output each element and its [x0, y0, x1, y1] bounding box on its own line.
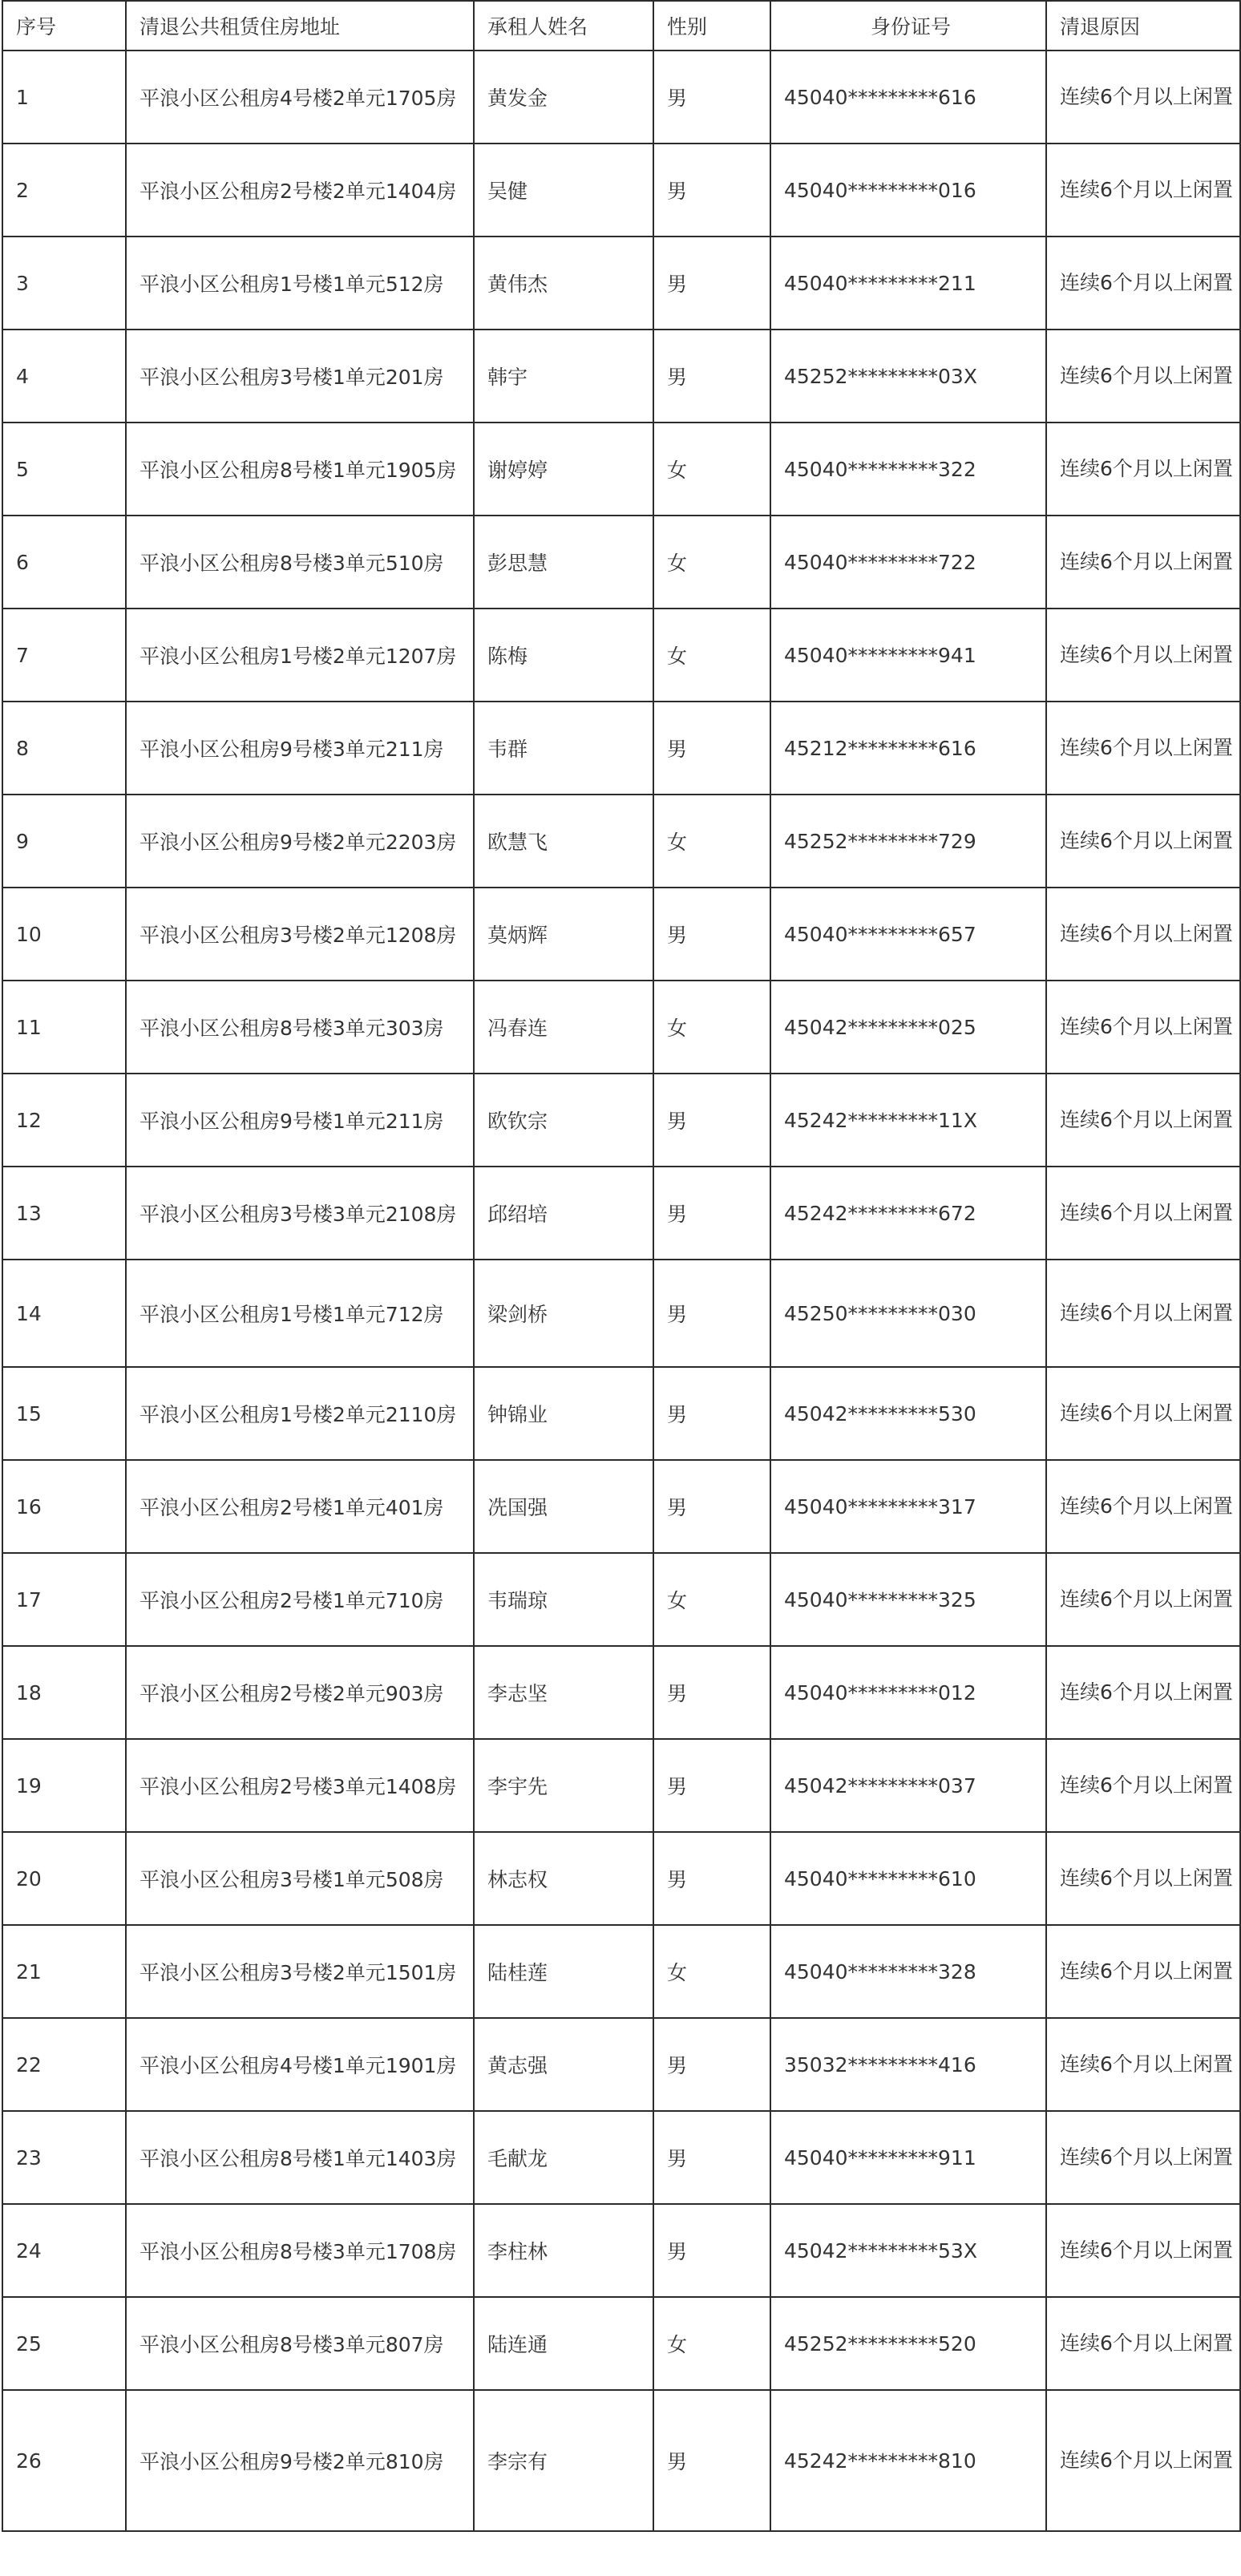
row-number: 19: [2, 1739, 126, 1832]
tenant-name-cell: 谢婷婷: [474, 423, 653, 516]
address-cell: 平浪小区公租房8号楼3单元807房: [126, 2297, 474, 2390]
table-row: [2, 237, 1240, 330]
address-cell: 平浪小区公租房8号楼3单元1708房: [126, 2204, 474, 2297]
gender-cell: 女: [653, 981, 770, 1074]
tenant-name-cell: 冼国强: [474, 1460, 653, 1553]
reason-cell: 连续6个月以上闲置: [1046, 1553, 1240, 1646]
row-number: 26: [2, 2390, 126, 2531]
reason-cell: 连续6个月以上闲置: [1046, 423, 1240, 516]
row-number: 1: [2, 51, 126, 144]
id-number-cell: 45040*********325: [770, 1553, 1046, 1646]
reason-cell: 连续6个月以上闲置: [1046, 1832, 1240, 1925]
table-row: [2, 1832, 1240, 1925]
row-number: 8: [2, 702, 126, 795]
row-number: 16: [2, 1460, 126, 1553]
id-number-cell: 45212*********616: [770, 702, 1046, 795]
address-cell: 平浪小区公租房1号楼2单元1207房: [126, 609, 474, 702]
row-number: 22: [2, 2018, 126, 2111]
reason-cell: 连续6个月以上闲置: [1046, 1646, 1240, 1739]
id-number-cell: 45252*********729: [770, 795, 1046, 888]
tenant-name-cell: 欧慧飞: [474, 795, 653, 888]
tenant-name-cell: 吴健: [474, 144, 653, 237]
id-number-cell: 45242*********810: [770, 2390, 1046, 2531]
header-reason: 清退原因: [1046, 1, 1240, 51]
header-gender: 性别: [653, 1, 770, 51]
table-row: [2, 888, 1240, 981]
reason-cell: 连续6个月以上闲置: [1046, 330, 1240, 423]
reason-cell: 连续6个月以上闲置: [1046, 1739, 1240, 1832]
row-number: 15: [2, 1367, 126, 1460]
id-number-cell: 45040*********911: [770, 2111, 1046, 2204]
tenant-name-cell: 莫炳辉: [474, 888, 653, 981]
row-number: 17: [2, 1553, 126, 1646]
tenant-name-cell: 黄发金: [474, 51, 653, 144]
gender-cell: 男: [653, 1167, 770, 1260]
tenant-name-cell: 陈梅: [474, 609, 653, 702]
address-cell: 平浪小区公租房3号楼3单元2108房: [126, 1167, 474, 1260]
id-number-cell: 45040*********722: [770, 516, 1046, 609]
reason-cell: 连续6个月以上闲置: [1046, 609, 1240, 702]
tenant-name-cell: 李宇先: [474, 1739, 653, 1832]
tenant-name-cell: 毛献龙: [474, 2111, 653, 2204]
id-number-cell: 45040*********322: [770, 423, 1046, 516]
row-number: 10: [2, 888, 126, 981]
tenant-name-cell: 欧钦宗: [474, 1074, 653, 1167]
id-number-cell: 45040*********657: [770, 888, 1046, 981]
table-row: [2, 1260, 1240, 1367]
tenant-name-cell: 陆桂莲: [474, 1925, 653, 2018]
id-number-cell: 45042*********53X: [770, 2204, 1046, 2297]
address-cell: 平浪小区公租房2号楼3单元1408房: [126, 1739, 474, 1832]
address-cell: 平浪小区公租房8号楼3单元303房: [126, 981, 474, 1074]
id-number-cell: 45040*********616: [770, 51, 1046, 144]
id-number-cell: 45252*********03X: [770, 330, 1046, 423]
reason-cell: 连续6个月以上闲置: [1046, 2111, 1240, 2204]
tenant-name-cell: 彭思慧: [474, 516, 653, 609]
table-row: [2, 516, 1240, 609]
header-id-number: 身份证号: [770, 1, 1046, 51]
reason-cell: 连续6个月以上闲置: [1046, 2297, 1240, 2390]
tenant-name-cell: 黄伟杰: [474, 237, 653, 330]
eviction-table: [2, 0, 1241, 2532]
gender-cell: 女: [653, 795, 770, 888]
id-number-cell: 45040*********211: [770, 237, 1046, 330]
address-cell: 平浪小区公租房3号楼2单元1501房: [126, 1925, 474, 2018]
row-number: 6: [2, 516, 126, 609]
table-row: [2, 51, 1240, 144]
gender-cell: 男: [653, 237, 770, 330]
gender-cell: 男: [653, 702, 770, 795]
row-number: 14: [2, 1260, 126, 1367]
id-number-cell: 35032*********416: [770, 2018, 1046, 2111]
address-cell: 平浪小区公租房9号楼2单元2203房: [126, 795, 474, 888]
table-body: [2, 51, 1240, 2531]
gender-cell: 男: [653, 51, 770, 144]
gender-cell: 女: [653, 1925, 770, 2018]
gender-cell: 女: [653, 1553, 770, 1646]
header-address: 清退公共租赁住房地址: [126, 1, 474, 51]
table-row: [2, 2111, 1240, 2204]
address-cell: 平浪小区公租房8号楼1单元1403房: [126, 2111, 474, 2204]
address-cell: 平浪小区公租房2号楼1单元401房: [126, 1460, 474, 1553]
table-row: [2, 2390, 1240, 2531]
row-number: 7: [2, 609, 126, 702]
gender-cell: 男: [653, 1367, 770, 1460]
table-row: [2, 795, 1240, 888]
gender-cell: 女: [653, 2297, 770, 2390]
tenant-name-cell: 林志权: [474, 1832, 653, 1925]
gender-cell: 男: [653, 330, 770, 423]
table-row: [2, 609, 1240, 702]
table-row: [2, 423, 1240, 516]
row-number: 2: [2, 144, 126, 237]
address-cell: 平浪小区公租房2号楼2单元903房: [126, 1646, 474, 1739]
table-row: [2, 144, 1240, 237]
table-header: [2, 1, 1240, 51]
row-number: 18: [2, 1646, 126, 1739]
address-cell: 平浪小区公租房3号楼1单元508房: [126, 1832, 474, 1925]
reason-cell: 连续6个月以上闲置: [1046, 2204, 1240, 2297]
row-number: 12: [2, 1074, 126, 1167]
id-number-cell: 45250*********030: [770, 1260, 1046, 1367]
row-number: 13: [2, 1167, 126, 1260]
gender-cell: 女: [653, 516, 770, 609]
table-row: [2, 1646, 1240, 1739]
row-number: 9: [2, 795, 126, 888]
reason-cell: 连续6个月以上闲置: [1046, 795, 1240, 888]
id-number-cell: 45040*********328: [770, 1925, 1046, 2018]
table-row: [2, 1167, 1240, 1260]
tenant-name-cell: 陆连通: [474, 2297, 653, 2390]
table-row: [2, 1553, 1240, 1646]
row-number: 21: [2, 1925, 126, 2018]
address-cell: 平浪小区公租房3号楼1单元201房: [126, 330, 474, 423]
id-number-cell: 45042*********025: [770, 981, 1046, 1074]
reason-cell: 连续6个月以上闲置: [1046, 1260, 1240, 1367]
address-cell: 平浪小区公租房2号楼1单元710房: [126, 1553, 474, 1646]
id-number-cell: 45242*********672: [770, 1167, 1046, 1260]
gender-cell: 女: [653, 423, 770, 516]
address-cell: 平浪小区公租房1号楼1单元512房: [126, 237, 474, 330]
reason-cell: 连续6个月以上闲置: [1046, 51, 1240, 144]
reason-cell: 连续6个月以上闲置: [1046, 1460, 1240, 1553]
reason-cell: 连续6个月以上闲置: [1046, 702, 1240, 795]
tenant-name-cell: 韦群: [474, 702, 653, 795]
id-number-cell: 45242*********11X: [770, 1074, 1046, 1167]
reason-cell: 连续6个月以上闲置: [1046, 1367, 1240, 1460]
table-row: [2, 1925, 1240, 2018]
tenant-name-cell: 李宗有: [474, 2390, 653, 2531]
table-row: [2, 2204, 1240, 2297]
header-row: [2, 1, 1240, 51]
id-number-cell: 45040*********016: [770, 144, 1046, 237]
address-cell: 平浪小区公租房8号楼1单元1905房: [126, 423, 474, 516]
gender-cell: 男: [653, 1832, 770, 1925]
gender-cell: 男: [653, 1646, 770, 1739]
id-number-cell: 45040*********317: [770, 1460, 1046, 1553]
header-name: 承租人姓名: [474, 1, 653, 51]
row-number: 23: [2, 2111, 126, 2204]
row-number: 24: [2, 2204, 126, 2297]
reason-cell: 连续6个月以上闲置: [1046, 1925, 1240, 2018]
table-row: [2, 1739, 1240, 1832]
row-number: 3: [2, 237, 126, 330]
tenant-name-cell: 李柱林: [474, 2204, 653, 2297]
reason-cell: 连续6个月以上闲置: [1046, 981, 1240, 1074]
id-number-cell: 45042*********530: [770, 1367, 1046, 1460]
gender-cell: 男: [653, 2204, 770, 2297]
reason-cell: 连续6个月以上闲置: [1046, 237, 1240, 330]
reason-cell: 连续6个月以上闲置: [1046, 888, 1240, 981]
gender-cell: 男: [653, 2018, 770, 2111]
gender-cell: 男: [653, 2111, 770, 2204]
header-no: 序号: [2, 1, 126, 51]
gender-cell: 男: [653, 1460, 770, 1553]
reason-cell: 连续6个月以上闲置: [1046, 1167, 1240, 1260]
tenant-name-cell: 韩宇: [474, 330, 653, 423]
gender-cell: 男: [653, 1739, 770, 1832]
table-row: [2, 981, 1240, 1074]
tenant-name-cell: 黄志强: [474, 2018, 653, 2111]
row-number: 4: [2, 330, 126, 423]
reason-cell: 连续6个月以上闲置: [1046, 144, 1240, 237]
address-cell: 平浪小区公租房4号楼1单元1901房: [126, 2018, 474, 2111]
gender-cell: 男: [653, 888, 770, 981]
tenant-name-cell: 钟锦业: [474, 1367, 653, 1460]
reason-cell: 连续6个月以上闲置: [1046, 516, 1240, 609]
row-number: 25: [2, 2297, 126, 2390]
address-cell: 平浪小区公租房3号楼2单元1208房: [126, 888, 474, 981]
tenant-name-cell: 梁剑桥: [474, 1260, 653, 1367]
reason-cell: 连续6个月以上闲置: [1046, 2390, 1240, 2531]
table-row: [2, 2018, 1240, 2111]
reason-cell: 连续6个月以上闲置: [1046, 2018, 1240, 2111]
row-number: 11: [2, 981, 126, 1074]
table-row: [2, 1367, 1240, 1460]
tenant-name-cell: 冯春连: [474, 981, 653, 1074]
id-number-cell: 45040*********610: [770, 1832, 1046, 1925]
gender-cell: 男: [653, 1260, 770, 1367]
tenant-name-cell: 李志坚: [474, 1646, 653, 1739]
id-number-cell: 45040*********012: [770, 1646, 1046, 1739]
table-row: [2, 702, 1240, 795]
row-number: 5: [2, 423, 126, 516]
address-cell: 平浪小区公租房4号楼2单元1705房: [126, 51, 474, 144]
gender-cell: 男: [653, 2390, 770, 2531]
gender-cell: 男: [653, 144, 770, 237]
tenant-name-cell: 韦瑞琼: [474, 1553, 653, 1646]
table-row: [2, 1460, 1240, 1553]
gender-cell: 男: [653, 1074, 770, 1167]
reason-cell: 连续6个月以上闲置: [1046, 1074, 1240, 1167]
table-row: [2, 2297, 1240, 2390]
address-cell: 平浪小区公租房9号楼3单元211房: [126, 702, 474, 795]
address-cell: 平浪小区公租房9号楼1单元211房: [126, 1074, 474, 1167]
address-cell: 平浪小区公租房9号楼2单元810房: [126, 2390, 474, 2531]
tenant-name-cell: 邱绍培: [474, 1167, 653, 1260]
id-number-cell: 45040*********941: [770, 609, 1046, 702]
address-cell: 平浪小区公租房1号楼2单元2110房: [126, 1367, 474, 1460]
row-number: 20: [2, 1832, 126, 1925]
address-cell: 平浪小区公租房2号楼2单元1404房: [126, 144, 474, 237]
address-cell: 平浪小区公租房1号楼1单元712房: [126, 1260, 474, 1367]
address-cell: 平浪小区公租房8号楼3单元510房: [126, 516, 474, 609]
id-number-cell: 45252*********520: [770, 2297, 1046, 2390]
gender-cell: 女: [653, 609, 770, 702]
table-row: [2, 1074, 1240, 1167]
table-row: [2, 330, 1240, 423]
id-number-cell: 45042*********037: [770, 1739, 1046, 1832]
